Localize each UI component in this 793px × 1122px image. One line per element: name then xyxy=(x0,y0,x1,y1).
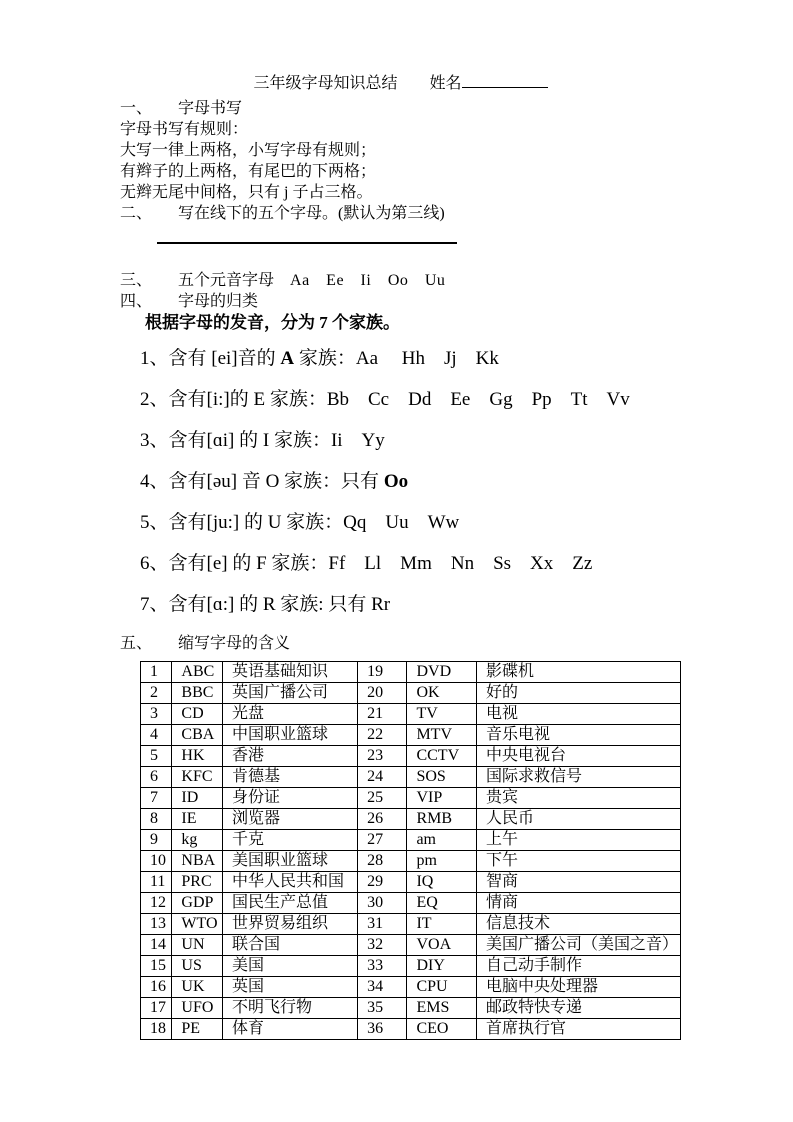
table-cell: 音乐电视 xyxy=(476,725,680,746)
table-cell: 2 xyxy=(141,683,172,704)
table-cell: ABC xyxy=(172,662,223,683)
name-label: 姓名 xyxy=(429,75,462,92)
table-row xyxy=(141,956,681,977)
table-cell: 10 xyxy=(141,851,172,872)
section-2-marker: 二、 xyxy=(120,205,153,222)
table-cell: 19 xyxy=(358,662,407,683)
table-cell: ID xyxy=(172,788,223,809)
table-cell: 英国 xyxy=(222,977,357,998)
table-cell: 智商 xyxy=(476,872,680,893)
table-row xyxy=(141,1019,681,1040)
section-2-title: 写在线下的五个字母。(默认为第三线) xyxy=(178,205,445,222)
table-cell: 浏览器 xyxy=(222,809,357,830)
rule-line: 有辫子的上两格，有尾巴的下两格； xyxy=(120,163,377,180)
table-cell: 29 xyxy=(358,872,407,893)
section-4-heading xyxy=(120,291,681,312)
table-cell: kg xyxy=(172,830,223,851)
table-cell: VOA xyxy=(407,935,476,956)
section-3-title: 五个元音字母 xyxy=(178,272,275,289)
table-cell: 6 xyxy=(141,767,172,788)
table-cell: HK xyxy=(172,746,223,767)
table-cell: 23 xyxy=(358,746,407,767)
table-cell: 英国广播公司 xyxy=(222,683,357,704)
table-cell: NBA xyxy=(172,851,223,872)
table-cell: 体育 xyxy=(222,1019,357,1040)
table-cell: IE xyxy=(172,809,223,830)
table-cell: 14 xyxy=(141,935,172,956)
table-cell: DVD xyxy=(407,662,476,683)
table-cell: RMB xyxy=(407,809,476,830)
table-cell: 33 xyxy=(358,956,407,977)
rule-line: 大写一律上两格，小写字母有规则； xyxy=(120,142,377,159)
table-cell: 31 xyxy=(358,914,407,935)
family-item: 6、含有[e] 的 F 家族：Ff Ll Mm Nn Ss Xx Zz xyxy=(140,553,593,574)
table-cell: UFO xyxy=(172,998,223,1019)
section-4-title: 字母的归类 xyxy=(178,293,259,310)
table-cell: 中华人民共和国 xyxy=(222,872,357,893)
table-cell: 信息技术 xyxy=(476,914,680,935)
abbr-table-body xyxy=(141,662,681,1040)
table-cell: 世界贸易组织 xyxy=(222,914,357,935)
table-row xyxy=(141,746,681,767)
table-cell: IQ xyxy=(407,872,476,893)
family-item: 3、含有[ɑi] 的 I 家族：Ii Yy xyxy=(140,430,385,451)
family-item: 1、含有 [ei]音的 A 家族：Aa Hh Jj Kk xyxy=(140,348,499,369)
table-cell: 27 xyxy=(358,830,407,851)
table-cell: PE xyxy=(172,1019,223,1040)
table-cell: 国际求救信号 xyxy=(476,767,680,788)
table-cell: CPU xyxy=(407,977,476,998)
table-cell: 电脑中央处理器 xyxy=(476,977,680,998)
table-cell: 上午 xyxy=(476,830,680,851)
table-cell: 36 xyxy=(358,1019,407,1040)
family-item: 7、含有[ɑ:] 的 R 家族: 只有 Rr xyxy=(140,594,391,615)
table-cell: US xyxy=(172,956,223,977)
table-cell: 7 xyxy=(141,788,172,809)
table-cell: 光盘 xyxy=(222,704,357,725)
table-cell: 美国 xyxy=(222,956,357,977)
table-cell: pm xyxy=(407,851,476,872)
table-cell: 贵宾 xyxy=(476,788,680,809)
table-cell: 人民币 xyxy=(476,809,680,830)
section-5-marker: 五、 xyxy=(120,635,153,652)
page-title: 三年级字母知识总结 xyxy=(253,75,398,92)
family-item: 5、含有[ju:] 的 U 家族：Qq Uu Ww xyxy=(140,512,460,533)
table-cell: 20 xyxy=(358,683,407,704)
table-cell: 情商 xyxy=(476,893,680,914)
table-row xyxy=(141,914,681,935)
table-cell: 自己动手制作 xyxy=(476,956,680,977)
table-cell: 首席执行官 xyxy=(476,1019,680,1040)
table-cell: UN xyxy=(172,935,223,956)
vowel-letters: Aa Ee Ii Oo Uu xyxy=(290,272,446,289)
table-cell: 8 xyxy=(141,809,172,830)
table-cell: UK xyxy=(172,977,223,998)
table-row xyxy=(141,725,681,746)
table-cell: 11 xyxy=(141,872,172,893)
table-row xyxy=(141,683,681,704)
table-cell: 电视 xyxy=(476,704,680,725)
table-row xyxy=(141,893,681,914)
table-cell: 34 xyxy=(358,977,407,998)
table-cell: CCTV xyxy=(407,746,476,767)
table-cell: 13 xyxy=(141,914,172,935)
table-cell: 中国职业篮球 xyxy=(222,725,357,746)
table-cell: CD xyxy=(172,704,223,725)
table-cell: 不明飞行物 xyxy=(222,998,357,1019)
table-cell: 肯德基 xyxy=(222,767,357,788)
table-cell: 3 xyxy=(141,704,172,725)
table-cell: 16 xyxy=(141,977,172,998)
table-row xyxy=(141,830,681,851)
table-cell: 香港 xyxy=(222,746,357,767)
table-cell: KFC xyxy=(172,767,223,788)
table-row xyxy=(141,809,681,830)
table-cell: 21 xyxy=(358,704,407,725)
table-cell: BBC xyxy=(172,683,223,704)
table-cell: 好的 xyxy=(476,683,680,704)
table-cell: 17 xyxy=(141,998,172,1019)
table-row xyxy=(141,872,681,893)
section-5-title: 缩写字母的含义 xyxy=(178,635,291,652)
families-list xyxy=(120,346,681,617)
section-2-heading xyxy=(120,203,681,224)
table-cell: 30 xyxy=(358,893,407,914)
table-cell: 15 xyxy=(141,956,172,977)
section-5-heading xyxy=(120,633,681,654)
table-cell: EQ xyxy=(407,893,476,914)
table-cell: 35 xyxy=(358,998,407,1019)
section-1-title: 字母书写 xyxy=(178,100,243,117)
table-cell: IT xyxy=(407,914,476,935)
table-row xyxy=(141,998,681,1019)
family-subtitle: 根据字母的发音，分为 7 个家族。 xyxy=(145,313,400,332)
table-row xyxy=(141,662,681,683)
table-cell: 12 xyxy=(141,893,172,914)
table-cell: CBA xyxy=(172,725,223,746)
table-cell: TV xyxy=(407,704,476,725)
table-cell: VIP xyxy=(407,788,476,809)
section-1-heading xyxy=(120,98,681,119)
table-cell: 影碟机 xyxy=(476,662,680,683)
table-cell: 5 xyxy=(141,746,172,767)
table-cell: 下午 xyxy=(476,851,680,872)
table-cell: SOS xyxy=(407,767,476,788)
family-item: 4、含有[əu] 音 O 家族：只有 Oo xyxy=(140,471,409,492)
table-cell: 24 xyxy=(358,767,407,788)
section-3-heading xyxy=(120,270,681,291)
table-cell: 邮政特快专递 xyxy=(476,998,680,1019)
rule-line: 无辫无尾中间格，只有 j 子占三格。 xyxy=(120,184,373,201)
section-4-marker: 四、 xyxy=(120,293,153,310)
rule-line: 字母书写有规则： xyxy=(120,121,249,138)
table-row xyxy=(141,977,681,998)
table-row xyxy=(141,767,681,788)
table-cell: 9 xyxy=(141,830,172,851)
table-cell: MTV xyxy=(407,725,476,746)
family-item: 2、含有[i:]的 E 家族：Bb Cc Dd Ee Gg Pp Tt Vv xyxy=(140,389,630,410)
table-cell: 美国广播公司（美国之音） xyxy=(476,935,680,956)
name-blank-line xyxy=(462,72,548,88)
table-row xyxy=(141,788,681,809)
table-cell: 26 xyxy=(358,809,407,830)
document-header xyxy=(120,72,681,94)
table-cell: 英语基础知识 xyxy=(222,662,357,683)
table-cell: 中央电视台 xyxy=(476,746,680,767)
table-cell: 25 xyxy=(358,788,407,809)
table-row xyxy=(141,935,681,956)
table-cell: DIY xyxy=(407,956,476,977)
table-row xyxy=(141,851,681,872)
writing-blank-line xyxy=(157,242,457,244)
section-3-marker: 三、 xyxy=(120,272,153,289)
table-cell: 国民生产总值 xyxy=(222,893,357,914)
table-cell: EMS xyxy=(407,998,476,1019)
table-cell: WTO xyxy=(172,914,223,935)
table-cell: 28 xyxy=(358,851,407,872)
table-cell: 身份证 xyxy=(222,788,357,809)
table-cell: PRC xyxy=(172,872,223,893)
table-cell: 美国职业篮球 xyxy=(222,851,357,872)
table-cell: 18 xyxy=(141,1019,172,1040)
section-1-marker: 一、 xyxy=(120,100,153,117)
table-cell: 32 xyxy=(358,935,407,956)
abbr-table xyxy=(140,661,681,1040)
table-cell: am xyxy=(407,830,476,851)
table-cell: CEO xyxy=(407,1019,476,1040)
table-cell: 4 xyxy=(141,725,172,746)
table-cell: GDP xyxy=(172,893,223,914)
table-cell: OK xyxy=(407,683,476,704)
table-row xyxy=(141,704,681,725)
table-cell: 千克 xyxy=(222,830,357,851)
table-cell: 1 xyxy=(141,662,172,683)
table-cell: 联合国 xyxy=(222,935,357,956)
table-cell: 22 xyxy=(358,725,407,746)
